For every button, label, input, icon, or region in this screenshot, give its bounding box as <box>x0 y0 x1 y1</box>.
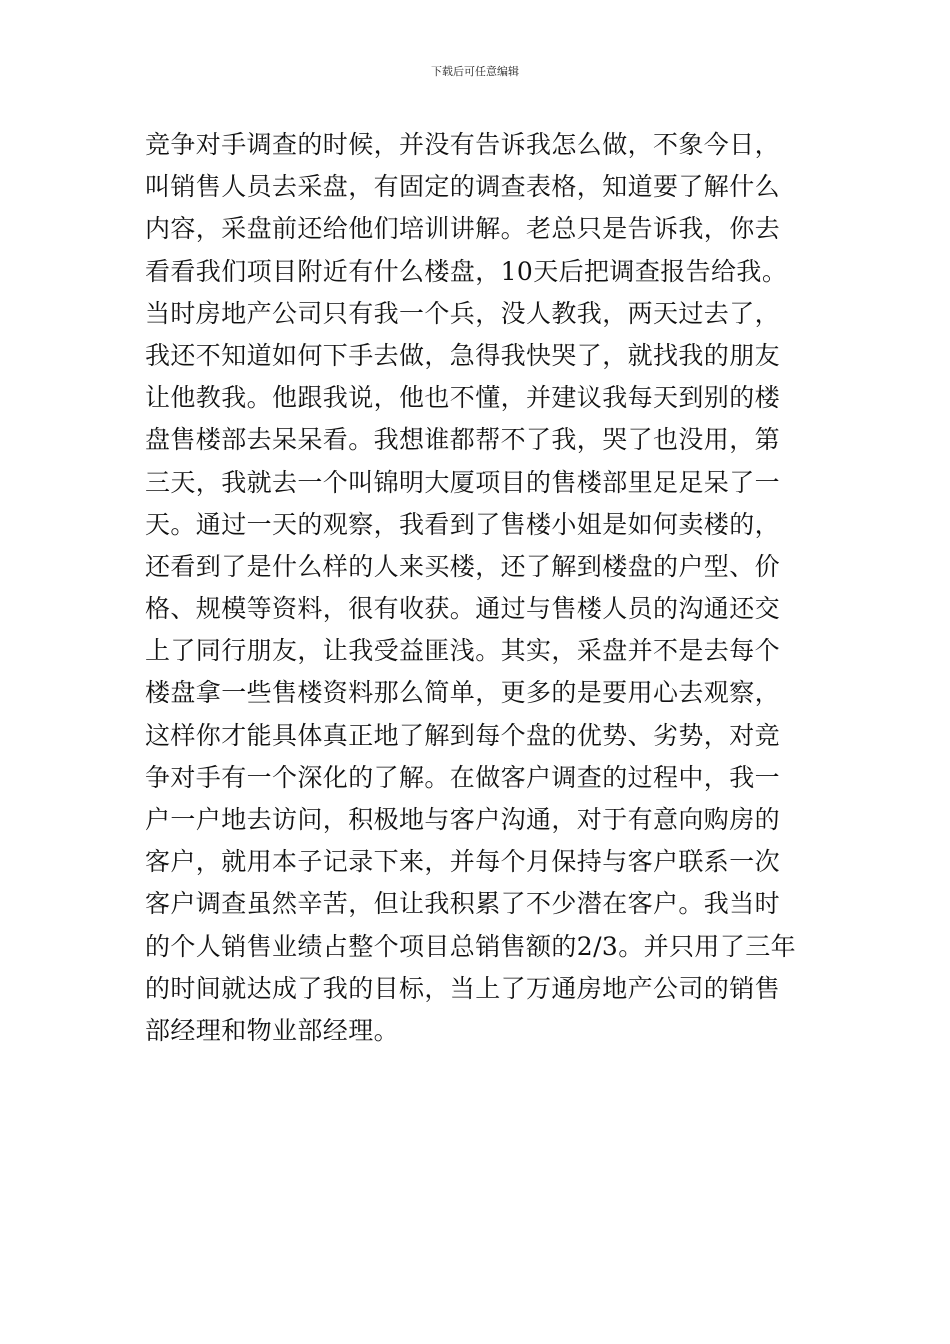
text-line: 内容，采盘前还给他们培训讲解。老总只是告诉我，你去 <box>145 214 781 244</box>
text-line: 我还不知道如何下手去做，急得我快哭了，就找我的朋友 <box>145 340 781 370</box>
text-line: 三天，我就去一个叫锦明大厦项目的售楼部里足足呆了一 <box>145 467 781 497</box>
text-line: 天。通过一天的观察，我看到了售楼小姐是如何卖楼的， <box>145 509 781 539</box>
text-line: 让他教我。他跟我说，他也不懂，并建议我每天到别的楼 <box>145 383 781 413</box>
text-line: 楼盘拿一些售楼资料那么简单，更多的是要用心去观察， <box>145 678 781 708</box>
text-line: 盘售楼部去呆呆看。我想谁都帮不了我，哭了也没用，第 <box>145 425 781 455</box>
text-line: 的时间就达成了我的目标，当上了万通房地产公司的销售 <box>145 973 781 1003</box>
text-line: 上了同行朋友，让我受益匪浅。其实，采盘并不是去每个 <box>145 636 781 666</box>
text-line: 客户调查虽然辛苦，但让我积累了不少潜在客户。我当时 <box>145 889 781 919</box>
page-header: 下载后可任意编辑 <box>431 65 519 78</box>
text-line: 当时房地产公司只有我一个兵，没人教我，两天过去了， <box>145 298 781 328</box>
body-paragraph <box>145 124 815 1052</box>
text-line: 叫销售人员去采盘，有固定的调查表格，知道要了解什么 <box>145 172 781 202</box>
text-line: 格、规模等资料，很有收获。通过与售楼人员的沟通还交 <box>145 594 781 624</box>
text-line: 部经理和物业部经理。 <box>145 1015 400 1045</box>
text-line: 客户，就用本子记录下来，并每个月保持与客户联系一次 <box>145 847 781 877</box>
text-line: 还看到了是什么样的人来买楼，还了解到楼盘的户型、价 <box>145 551 781 581</box>
text-line: 的个人销售业绩占整个项目总销售额的2/3。并只用了三年 <box>145 931 797 961</box>
text-line: 这样你才能具体真正地了解到每个盘的优势、劣势，对竞 <box>145 720 781 750</box>
text-line: 争对手有一个深化的了解。在做客户调查的过程中，我一 <box>145 762 781 792</box>
text-line: 户一户地去访问，积极地与客户沟通，对于有意向购房的 <box>145 805 781 834</box>
text-line: 看看我们项目附近有什么楼盘，10天后把调查报告给我。 <box>145 256 788 286</box>
text-line: 竞争对手调查的时候，并没有告诉我怎么做，不象今日， <box>145 130 781 159</box>
